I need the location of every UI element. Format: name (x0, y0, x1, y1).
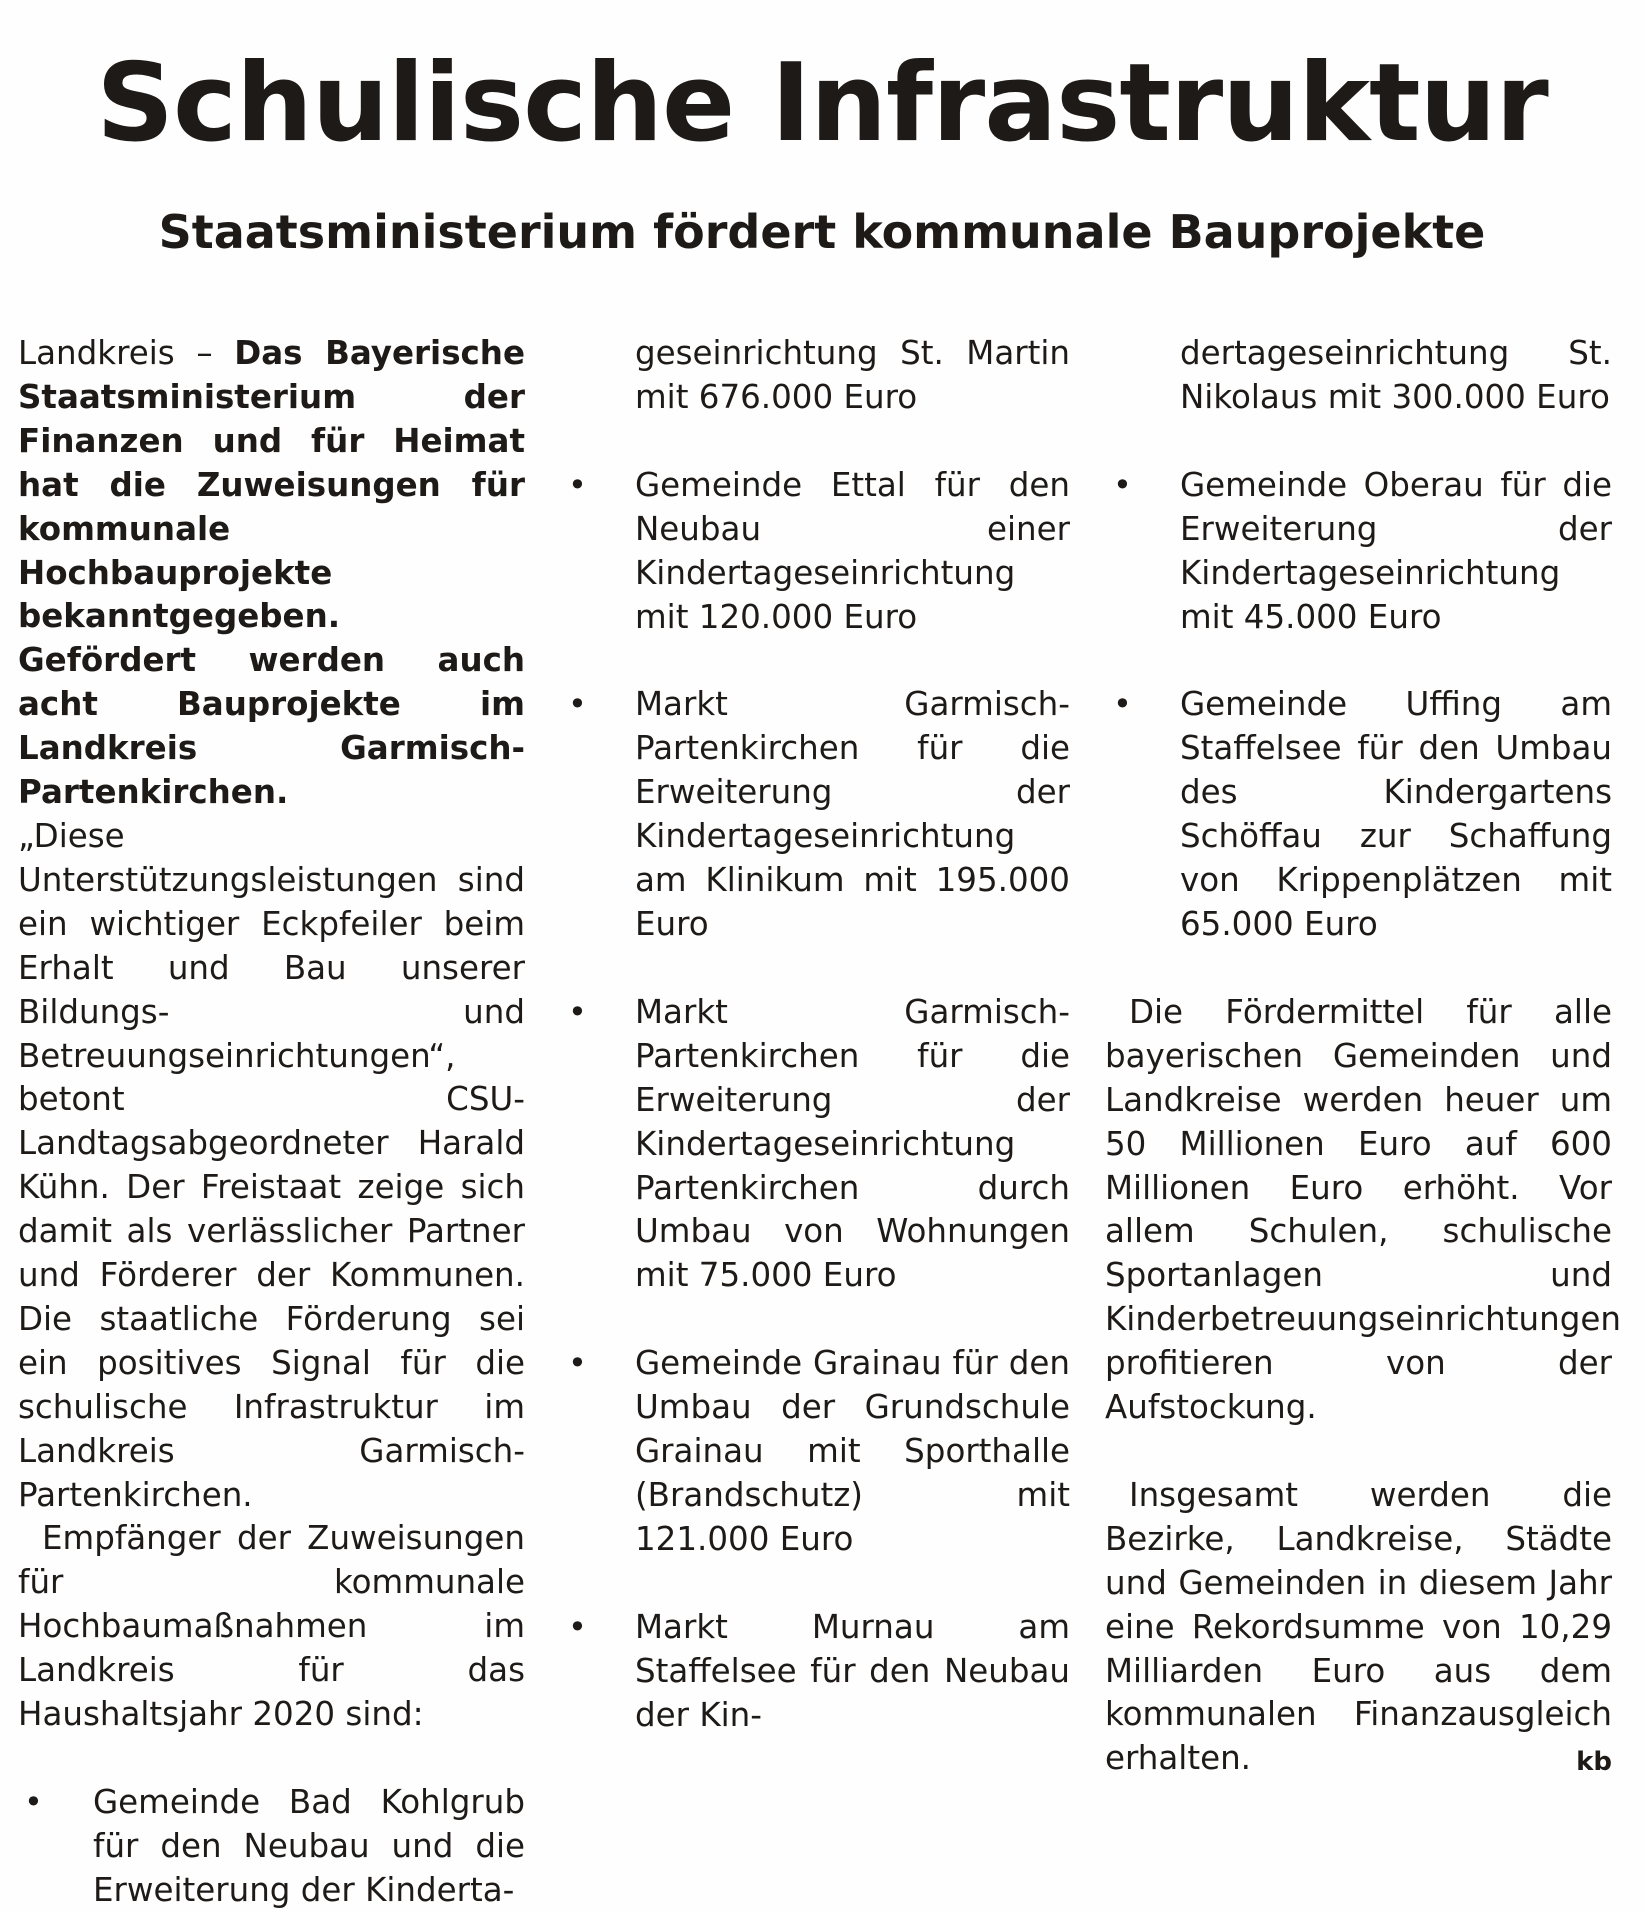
list-item (18, 1781, 525, 1913)
article-column-1 (18, 332, 525, 1913)
body-paragraph: Die Fördermittel für alle bayerischen Gemeinden und Landkreise werden heuer um 50 Millionen Euro auf 600 Millionen Euro erhöht. Vor allem Schulen, schulische Sportanlagen und Kinderbetreuungseinrichtungen profitieren von der Aufstockung. (1105, 992, 1621, 1427)
bullet-icon: • (24, 1783, 43, 1821)
bullet-icon: • (568, 1344, 587, 1383)
list-item-text: Gemeinde Uffing am Staffelsee für den Umbau des Kindergartens Schöffau zur Schaffung von Krippenplätzen mit 65.000 Euro (1180, 685, 1612, 943)
bullet-icon: • (1113, 685, 1132, 724)
list-item-text: Markt Murnau am Staffelsee für den Neubau der Kin- (635, 1607, 1070, 1734)
dateline: Landkreis – (18, 334, 235, 372)
article-column-2 (560, 332, 1070, 1737)
bullet-icon: • (568, 685, 587, 724)
body-paragraph: Empfänger der Zuweisungen für kommunale Hochbaumaßnahmen im Landkreis für das Haushaltsjahr 2020 sind: (18, 1519, 525, 1734)
list-item (1105, 683, 1612, 946)
list-item-text: Gemeinde Bad Kohlgrub für den Neubau und die Erweiterung der Kinderta- (93, 1783, 525, 1909)
lead-text: Das Bayerische Staatsministerium der Finanzen und für Heimat hat die Zuweisungen für kommunale Hochbauprojekte bekanntgegeben. Gefördert werden auch acht Bauprojekte im Landkreis Garmisch-Partenkirchen. (18, 334, 525, 812)
list-item-text: Gemeinde Oberau für die Erweiterung der Kindertageseinrichtung mit 45.000 Euro (1180, 465, 1612, 636)
subline: Staatsministerium fördert kommunale Bauprojekte (158, 205, 1486, 259)
list-item (560, 1342, 1070, 1562)
list-item-text: Markt Garmisch-Partenkirchen für die Erweiterung der Kindertageseinrichtung am Klinikum mit 195.000 Euro (635, 685, 1070, 943)
list-item-text: dertageseinrichtung St. Nikolaus mit 300.000 Euro (1180, 334, 1612, 416)
author-byline: kb (1576, 1747, 1612, 1778)
body-paragraph (1105, 1474, 1612, 1781)
list-item-text: Gemeinde Ettal für den Neubau einer Kindertageseinrichtung mit 120.000 Euro (635, 465, 1070, 636)
bullet-icon: • (568, 992, 587, 1031)
list-item (1105, 464, 1612, 640)
article-column-3 (1105, 332, 1621, 1785)
list-item-text: Markt Garmisch-Partenkirchen für die Erweiterung der Kindertageseinrichtung Partenkirchen durch Umbau von Wohnungen mit 75.000 Euro (635, 992, 1070, 1295)
list-item-text: geseinrichtung St. Martin mit 676.000 Euro (635, 334, 1070, 416)
bullet-icon: • (568, 465, 587, 504)
bullet-icon: • (1113, 465, 1132, 504)
list-item (560, 1606, 1070, 1738)
list-item (560, 683, 1070, 946)
headline: Schulische Infrastruktur (96, 41, 1548, 166)
list-item-continued (1105, 332, 1612, 420)
list-item (560, 991, 1070, 1298)
bullet-icon: • (568, 1607, 587, 1646)
closing-text: Insgesamt werden die Bezirke, Landkreise, Städte und Gemeinden in diesem Jahr eine Rekordsumme von 10,29 Milliarden Euro aus dem kommunalen Finanzausgleich erhalten. (1105, 1475, 1612, 1778)
list-item-text: Gemeinde Grainau für den Umbau der Grundschule Grainau mit Sporthalle (Brandschutz) mit 121.000 Euro (635, 1344, 1070, 1558)
lead-paragraph (18, 332, 525, 815)
list-item-continued (560, 332, 1070, 420)
list-item (560, 464, 1070, 640)
body-paragraph: „Diese Unterstützungsleistungen sind ein wichtiger Eckpfeiler beim Erhalt und Bau unserer Bildungs- und Betreuungseinrichtungen“, betont CSU-Landtagsabgeordneter Harald Kühn. Der Freistaat zeige sich damit als verlässlicher Partner und Förderer der Kommunen. Die staatliche Förderung sei ein positives Signal für die schulische Infrastruktur im Landkreis Garmisch-Partenkirchen. (18, 816, 525, 1514)
